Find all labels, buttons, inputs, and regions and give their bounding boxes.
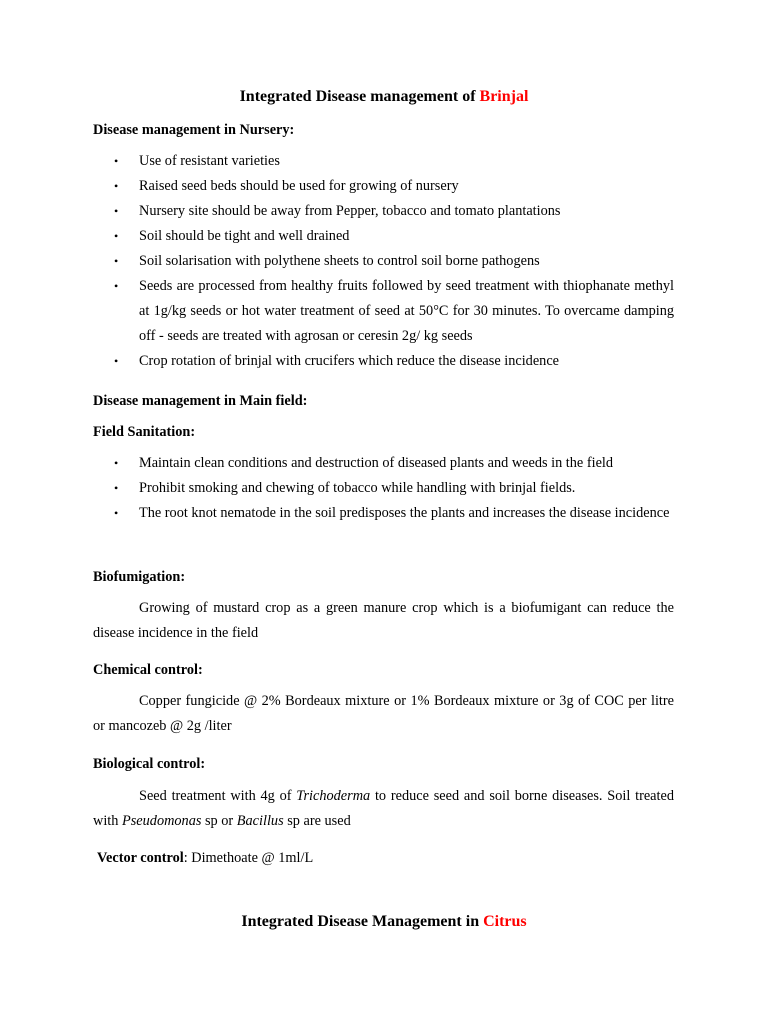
bacillus-term: Bacillus	[236, 813, 284, 829]
list-item: • Soil should be tight and well drained	[93, 224, 674, 249]
title-accent: Brinjal	[479, 88, 529, 105]
bullet-icon: •	[114, 254, 119, 268]
title-accent: Citrus	[483, 913, 527, 930]
biofumigation-text: Growing of mustard crop as a green manure crop which is a biofumigant can reduce the disease incidence in the field	[93, 600, 674, 641]
bullet-icon: •	[114, 204, 119, 218]
list-item: • Raised seed beds should be used for growing of nursery	[93, 174, 674, 199]
heading-chemical-control: Chemical control:	[93, 662, 203, 678]
sanitation-list	[93, 451, 674, 526]
list-item: • Nursery site should be away from Pepper, tobacco and tomato plantations	[93, 199, 674, 224]
title-text: Integrated Disease management of	[239, 88, 480, 105]
title-brinjal	[0, 88, 768, 106]
list-item: • Maintain clean conditions and destruction of diseased plants and weeds in the field	[93, 451, 674, 476]
heading-field-sanitation: Field Sanitation:	[93, 424, 196, 440]
list-item: • Use of resistant varieties	[93, 149, 674, 174]
biological-control-text: Seed treatment with 4g of Trichoderma to reduce seed and soil borne diseases. Soil treated with Pseudomonas sp or Bacillus sp are used	[93, 788, 674, 829]
bullet-icon: •	[114, 279, 119, 293]
pseudomonas-term: Pseudomonas	[122, 813, 202, 829]
bullet-icon: •	[114, 179, 119, 193]
vector-control-label: Vector control	[97, 850, 184, 866]
title-text: Integrated Disease Management in	[241, 913, 484, 930]
bullet-icon: •	[114, 229, 119, 243]
list-item: • Soil solarisation with polythene sheets to control soil borne pathogens	[93, 249, 674, 274]
list-item: • Seeds are processed from healthy fruits followed by seed treatment with thiophanate methyl at 1g/kg seeds or hot water treatment of seed at 50°C for 30 minutes. To overcame damping off - seeds are treated with agrosan or ceresin 2g/ kg seeds	[93, 274, 674, 349]
list-item: • The root knot nematode in the soil predisposes the plants and increases the disease incidence	[93, 501, 674, 526]
heading-nursery: Disease management in Nursery:	[93, 122, 295, 138]
nursery-list	[93, 149, 674, 374]
list-item: • Crop rotation of brinjal with crucifers which reduce the disease incidence	[93, 349, 674, 374]
bullet-icon: •	[114, 456, 119, 470]
heading-biofumigation: Biofumigation:	[93, 569, 186, 585]
trichoderma-term: Trichoderma	[296, 788, 371, 804]
heading-main-field: Disease management in Main field:	[93, 393, 308, 409]
heading-biological-control: Biological control:	[93, 756, 206, 772]
title-citrus	[0, 913, 768, 931]
chemical-control-text: Copper fungicide @ 2% Bordeaux mixture or 1% Bordeaux mixture or 3g of COC per litre or mancozeb @ 2g /liter	[93, 693, 674, 734]
bullet-icon: •	[114, 354, 119, 368]
bullet-icon: •	[114, 481, 119, 495]
vector-control-text: : Dimethoate @ 1ml/L	[183, 850, 314, 866]
bullet-icon: •	[114, 154, 119, 168]
list-item: • Prohibit smoking and chewing of tobacco while handling with brinjal fields.	[93, 476, 674, 501]
vector-control	[97, 850, 313, 867]
bullet-icon: •	[114, 506, 119, 520]
